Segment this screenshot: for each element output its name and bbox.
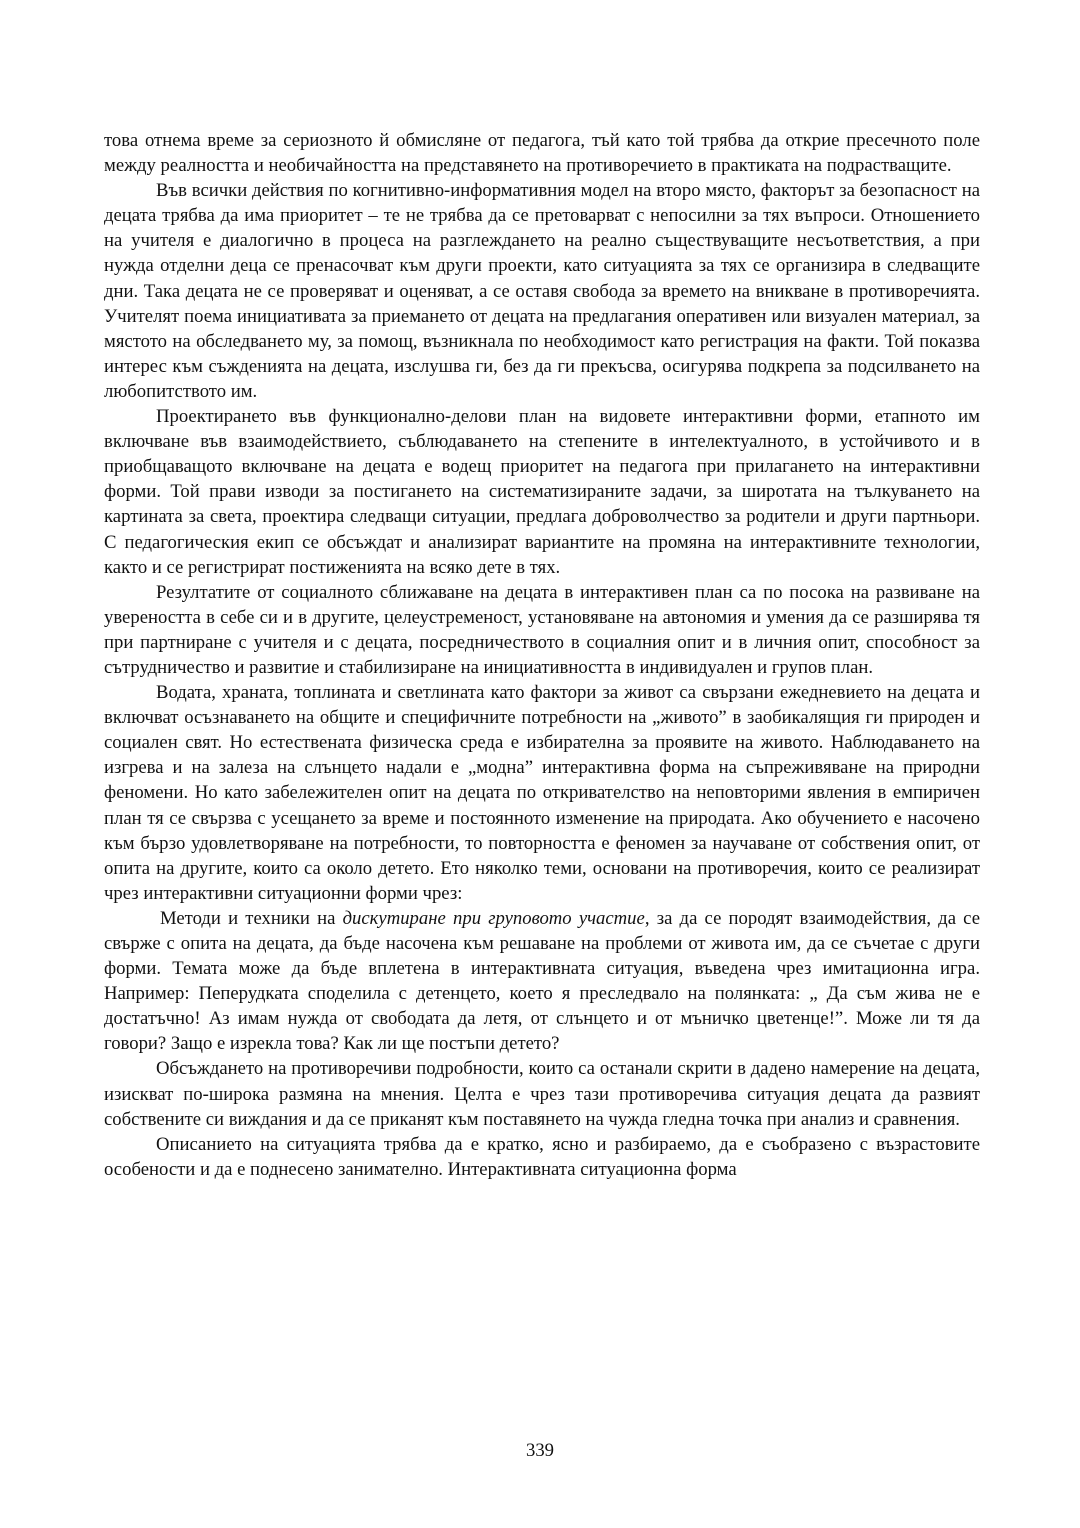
paragraph-continuation: това отнема време за сериозното й обмисляне от педагога, тъй като той трябва да открие пресечното поле между реалността и необичайността на представянето на противоречието в практиката на подрастващите. <box>104 130 980 177</box>
page-number: 339 <box>525 1440 555 1461</box>
paragraph-discussion: Обсъждането на противоречиви подробности, които са останали скрити в дадено намерение на децата, изискват по-широка размяна на мнения. Целта е чрез тази противоречива ситуация децата да развият собствените си виждания и да се приканят към поставянето на чужда гледна точка при анализ и сравнения. <box>104 1058 980 1130</box>
paragraph-results: Резултатите от социалното сближаване на децата в интерактивен план са по посока на развиване на увереността в себе си и в другите, целеустременост, установяване на автономия и умения да се разширява тя при партниране с учителя и с децата, посредничеството в социалния опит и в личния опит, способност за сътрудничество и развитие и стабилизиране на инициативността в индивидуален и групов план. <box>104 581 980 678</box>
methods-lead-text: Методи и техники на <box>160 907 343 929</box>
paragraph-description: Описанието на ситуацията трябва да е кратко, ясно и разбираемо, да е съобразено с възрастовите особености и да е поднесено занимателно. Интерактивната ситуационна форма <box>104 1133 980 1180</box>
methods-emphasis: дискутиране при груповото участие <box>342 907 645 929</box>
paragraph-design: Проектирането във функционално-делови план на видовете интерактивни форми, етапното им включване във взаимодействието, съблюдаването на степените в интелектуалното, в устойчивото и в приобщаващото включване на децата е водещ приоритет на педагога при прилагането на интерактивни форми. Той прави изводи за постигането на систематизираните задачи, за широтата на тълкуването на картината за света, проектира следващи ситуации, предлага доброволчество за родители и други партньори. С педагогическия екип се обсъждат и анализират вариантите на промяна на интерактивните технологии, както и се регистрират постиженията на всяко дете в тях. <box>104 406 980 578</box>
paragraph-methods <box>104 906 980 1057</box>
methods-rest-text: , за да се породят взаимодействия, да се свърже с опита на децата, да бъде насочена към решаване на проблеми от живота им, да се съчетае с други форми. Темата може да бъде вплетена в интерактивната ситуация, въведена чрез имитационна игра. Например: Пеперудката споделила с детенцето, което я преследвало на полянката: „ Да съм жива не е достатъчно! Аз имам нужда от свободата да летя, от слънцето и от мъничко цветенце!”. Може ли тя да говори? Защо е изрекла това? Как ли ще постъпи детето? <box>104 907 980 1055</box>
paragraph-safety: Във всички действия по когнитивно-информативния модел на второ място, факторът за безопасност на децата трябва да има приоритет – те не трябва да се претоварват с непосилни за тях въпроси. Отношението на учителя е диалогично в процеса на разглеждането на реално съществуващите несъответствия, а при нужда отделни деца се пренасочват към други проекти, като ситуацията за тях се организира в следващите дни. Така децата не се проверяват и оценяват, а се оставя свобода за времето на вникване в противоречията. Учителят поема инициативата за приемането от децата на предлагания оперативен или визуален материал, за мястото на обследването му, за помощ, възникнала по необходимост като регистрация на факти. Той показва интерес към съжденията на децата, изслушва ги, без да ги прекъсва, осигурява подкрепа за подсилването на любопитството им. <box>104 180 980 402</box>
page-body <box>104 128 980 1182</box>
paragraph-life-factors: Водата, храната, топлината и светлината като фактори за живот са свързани ежедневието на децата и включват осъзнаването на общите и специфичните потребности на „живото” в заобикалящия ги природен и социален свят. Но естествената физическа среда е избирателна за проявите на живото. Наблюдаването на изгрева и на залеза на слънцето надали е „модна” интерактивна форма на съпреживяване на природни феномени. Но като забележителен опит на децата по откривателство на неповторими явления в емпиричен план тя се свързва с усещането за време и постоянното изменение на природата. Ако обучението е насочено към бързо удовлетворяване на потребности, то повторността е феномен за научаване от собствения опит, от опита на другите, които са около детето. Ето няколко теми, основани на противоречия, които се реализират чрез интерактивни ситуационни форми чрез: <box>104 682 980 904</box>
